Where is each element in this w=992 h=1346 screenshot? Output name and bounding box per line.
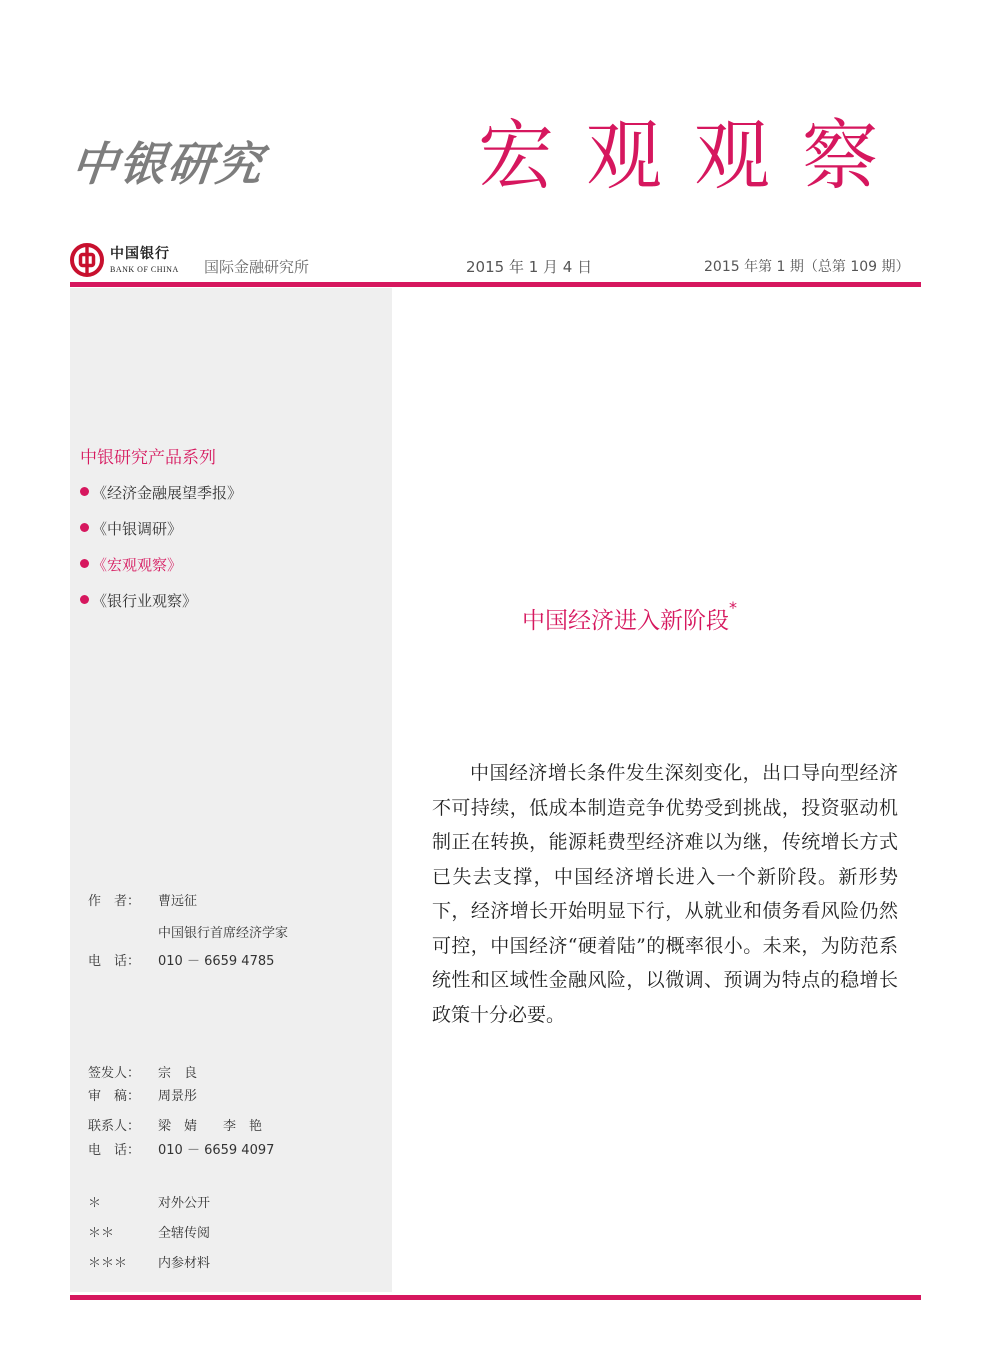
contact-row: 联系人： 梁 婧 李 艳 xyxy=(88,1119,263,1134)
author-phone: 010 － 6659 4785 xyxy=(158,954,275,969)
author-row: 作 者： 曹远征 xyxy=(88,894,198,909)
bullet-icon xyxy=(80,487,89,496)
issue-date: 2015 年 1 月 4 日 xyxy=(466,258,593,276)
series-item: 《银行业观察》 xyxy=(80,590,242,626)
series-item: 《中银调研》 xyxy=(80,518,242,554)
series-item-current: 《宏观观察》 xyxy=(80,554,242,590)
issuer-name: 宗 良 xyxy=(158,1066,198,1081)
series-list xyxy=(80,482,242,626)
bank-of-china-logo-icon xyxy=(70,243,104,277)
level-mark: ＊＊ xyxy=(88,1226,115,1241)
level-mark: ＊ xyxy=(88,1196,102,1211)
author-name: 曹远征 xyxy=(158,894,198,909)
issuer-row: 签发人： 宗 良 xyxy=(88,1066,198,1081)
series-item: 《经济金融展望季报》 xyxy=(80,482,242,518)
level-row xyxy=(88,1222,210,1241)
bank-name-cn: 中国银行 xyxy=(110,246,170,262)
level-row xyxy=(88,1192,210,1211)
article-abstract: 中国经济增长条件发生深刻变化，出口导向型经济不可持续，低成本制造竞争优势受到挑战，投资驱动机制正在转换，能源耗费型经济难以为继，传统增长方式已失去支撑，中国经济增长进入一个新阶段。新形势下，经济增长开始明显下行，从就业和债务看风险仍然可控，中国经济“硬着陆”的概率很小。未来，为防范系统性和区域性金融风险，以微调、预调为特点的稳增长政策十分必要。 xyxy=(432,762,898,1026)
issue-number: 2015 年第 1 期（总第 109 期） xyxy=(704,259,910,275)
bullet-icon xyxy=(80,595,89,604)
institute-name: 国际金融研究所 xyxy=(204,258,310,276)
contact-names: 梁 婧 李 艳 xyxy=(158,1119,263,1134)
level-text: 内参材料 xyxy=(158,1256,211,1271)
level-row xyxy=(88,1252,210,1271)
brand-calligraphy: 中银研究 xyxy=(68,137,267,191)
header-divider xyxy=(70,282,921,287)
page-title: 宏观观察 xyxy=(478,111,910,200)
level-text: 对外公开 xyxy=(158,1196,211,1211)
contact-phone: 010 － 6659 4097 xyxy=(158,1143,275,1158)
level-text: 全辖传阅 xyxy=(158,1226,211,1241)
reviewer-name: 周景彤 xyxy=(158,1089,198,1104)
reviewer-row: 审 稿： 周景彤 xyxy=(88,1089,198,1104)
footer-divider xyxy=(70,1295,921,1300)
author-title: 中国银行首席经济学家 xyxy=(158,926,289,941)
series-title: 中银研究产品系列 xyxy=(80,448,216,468)
footnote-mark: * xyxy=(729,598,737,618)
bullet-icon xyxy=(80,559,89,568)
level-mark: ＊＊＊ xyxy=(88,1256,128,1271)
article-title: 中国经济进入新阶段* xyxy=(522,598,737,634)
contact-phone-row: 电 话： 010 － 6659 4097 xyxy=(88,1143,275,1158)
author-phone-row: 电 话： 010 － 6659 4785 xyxy=(88,954,275,969)
bullet-icon xyxy=(80,523,89,532)
bank-name-en: BANK OF CHINA xyxy=(110,265,179,274)
